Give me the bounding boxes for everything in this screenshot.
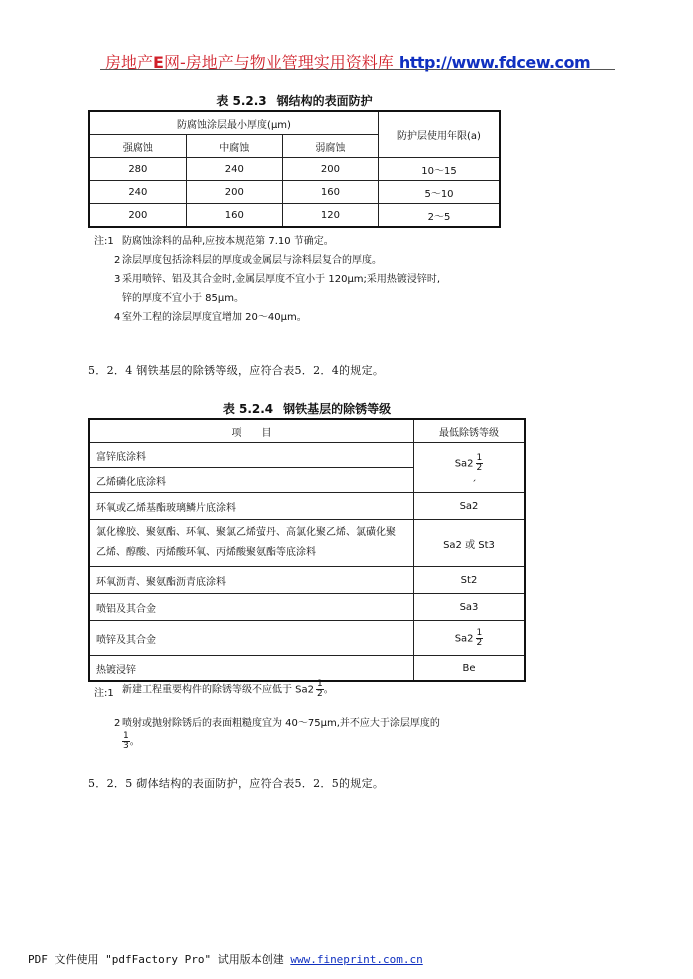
- table1-group-header: 防腐蚀涂层最小厚度(μm): [89, 111, 379, 135]
- note-text: 涂层厚度包括涂料层的厚度或金属层与涂料层复合的厚度。: [122, 255, 382, 266]
- note-label: 注:1: [94, 688, 114, 699]
- site-name-part2: 网-房地产与物业管理实用资料库: [163, 53, 394, 72]
- table-cell: 200: [186, 181, 282, 204]
- fraction-third: [122, 732, 130, 751]
- table-cell: 160: [186, 204, 282, 228]
- clause-5-2-4: 5．2．4 钢铁基层的除锈等级，应符合表5．2．4的规定。: [88, 364, 385, 377]
- table2-col-grade: 最低除锈等级: [414, 419, 526, 443]
- table-cell: 喷锌及其合金: [89, 621, 414, 656]
- table-cell: 240: [89, 181, 186, 204]
- table1-header-row: [89, 111, 500, 135]
- table-cell: 160: [282, 181, 378, 204]
- table-row: [89, 594, 525, 621]
- note-label: 注:1: [94, 236, 114, 247]
- note-continuation: [94, 732, 544, 756]
- note-item: [94, 710, 544, 732]
- fraction-half: [476, 629, 484, 648]
- table-cell: 200: [89, 204, 186, 228]
- header-divider: [100, 69, 615, 70]
- table-row: [89, 520, 525, 567]
- note-item: [94, 289, 514, 308]
- fraction-denominator: 2: [476, 463, 483, 473]
- table-cell: 热镀浸锌: [89, 656, 414, 682]
- site-url-link[interactable]: http://www.fdcew.com: [398, 53, 591, 72]
- footer-link[interactable]: www.fineprint.com.cn: [290, 953, 423, 966]
- table-cell: 120: [282, 204, 378, 228]
- table-cell: Be: [414, 656, 526, 682]
- table-cell: 喷铝及其合金: [89, 594, 414, 621]
- table1-notes: [94, 232, 514, 332]
- table2-notes: [94, 680, 544, 756]
- table-row: [89, 567, 525, 594]
- table2-col-item: 项 目: [89, 419, 414, 443]
- table1-sub-header: 强腐蚀: [89, 135, 186, 158]
- table1-sub-header: 弱腐蚀: [282, 135, 378, 158]
- note-label: 4: [114, 312, 121, 323]
- cell-line: 乙烯、醇酸、丙烯酸环氧、丙烯酸聚氨酯等底涂料: [96, 547, 316, 558]
- table1-title: [88, 92, 501, 109]
- fraction-denominator: 3: [123, 741, 129, 751]
- table1-life-header: 防护层使用年限(a): [379, 111, 501, 158]
- table-row: [89, 493, 525, 520]
- table-row: [89, 621, 525, 656]
- cell-line: 氯化橡胶、聚氨酯、环氧、聚氯乙烯萤丹、高氯化聚乙烯、氯磺化聚: [96, 527, 396, 538]
- note-text: 室外工程的涂层厚度宜增加 20～40μm。: [122, 312, 307, 323]
- table-cell: 乙烯磷化底涂料: [89, 468, 414, 493]
- table2: [88, 418, 526, 682]
- note-text: 喷射或抛射除锈后的表面粗糙度宜为 40～75μm,并不应大于涂层厚度的: [122, 718, 440, 729]
- site-name-part1: 房地产: [105, 53, 154, 72]
- table-cell: 280: [89, 158, 186, 181]
- note-label: 3: [114, 274, 121, 285]
- table-row: [89, 158, 500, 181]
- table-cell: Sa2 或 St3: [414, 520, 526, 567]
- fraction-numerator: 1: [476, 453, 483, 463]
- table-cell: Sa2: [414, 493, 526, 520]
- pdf-footer: [28, 951, 423, 967]
- table-cell: St2: [414, 567, 526, 594]
- note-item: [94, 251, 514, 270]
- fraction-numerator: 1: [123, 731, 129, 741]
- table1-sub-header: 中腐蚀: [186, 135, 282, 158]
- footer-text: PDF 文件使用 "pdfFactory Pro" 试用版本创建: [28, 953, 284, 966]
- note-text: 防腐蚀涂料的品种,应按本规范第 7.10 节确定。: [122, 236, 334, 247]
- note-label: 2: [114, 718, 121, 729]
- table2-title: [88, 400, 526, 417]
- table-cell: [414, 621, 526, 656]
- note-item: [94, 308, 514, 327]
- note-text-main: 新建工程重要构件的除锈等级不应低于 Sa2: [122, 684, 315, 696]
- note-item: [94, 232, 514, 251]
- site-name-e: E: [153, 53, 164, 72]
- grade-sa2: Sa2: [454, 458, 474, 470]
- table-cell: 10～15: [379, 158, 501, 181]
- table-row: [89, 181, 500, 204]
- table-cell: Sa3: [414, 594, 526, 621]
- note-text: 锌的厚度不宜小于 85μm。: [122, 293, 245, 304]
- note-end: 。: [323, 684, 334, 696]
- table-cell: [89, 520, 414, 567]
- table-row: [89, 656, 525, 682]
- fraction-numerator: 1: [317, 679, 323, 689]
- fraction-denominator: 2: [476, 637, 483, 648]
- note-text: [122, 680, 334, 700]
- clause-5-2-5: 5．2．5 砌体结构的表面防护，应符合表5．2．5的规定。: [88, 777, 385, 790]
- table1-number: 表 5.2.3: [216, 94, 267, 108]
- note-item: [94, 270, 514, 289]
- fraction-half: [316, 680, 324, 699]
- note-label: 2: [114, 255, 121, 266]
- table1-title-text: 钢结构的表面防护: [276, 94, 373, 108]
- table-cell: 200: [282, 158, 378, 181]
- fraction-half: [476, 454, 484, 473]
- table-cell: [414, 443, 526, 493]
- table-cell: 环氧或乙烯基酯玻璃鳞片底涂料: [89, 493, 414, 520]
- note-item: [94, 680, 544, 710]
- table2-title-text: 钢铁基层的除锈等级: [283, 402, 392, 416]
- note-text: 采用喷锌、铝及其合金时,金属层厚度不宜小于 120μm;采用热镀浸锌时,: [122, 274, 441, 285]
- table-cell: 5～10: [379, 181, 501, 204]
- table-cell: 240: [186, 158, 282, 181]
- table-cell: 2～5: [379, 204, 501, 228]
- table-row: [89, 204, 500, 228]
- table2-header-row: [89, 419, 525, 443]
- grade-sa2: Sa2: [454, 633, 474, 644]
- table-cell: 富锌底涂料: [89, 443, 414, 468]
- table2-number: 表 5.2.4: [222, 402, 274, 416]
- note-end: 。: [129, 736, 140, 748]
- fraction-denominator: 2: [317, 689, 323, 699]
- table1: [88, 110, 501, 228]
- tick-mark: ˏ: [471, 471, 477, 482]
- table-cell: 环氧沥青、聚氨酯沥青底涂料: [89, 567, 414, 594]
- table-row: [89, 443, 525, 468]
- fraction-numerator: 1: [476, 627, 483, 638]
